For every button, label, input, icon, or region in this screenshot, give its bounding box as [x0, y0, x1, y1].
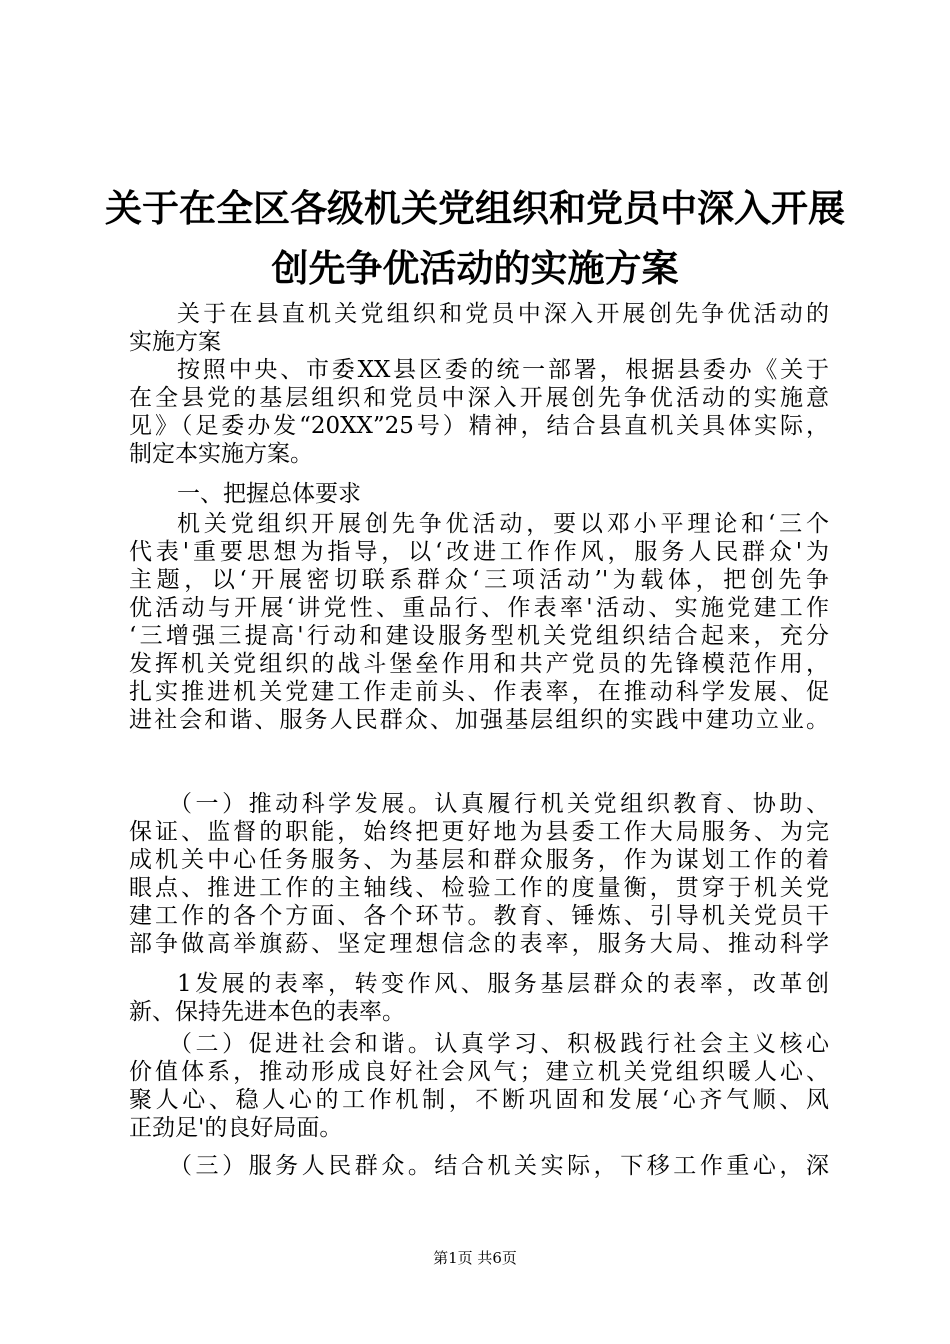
- text-line: ‘三增强三提高'行动和建设服务型机关党组织结合起来，充分: [129, 623, 829, 649]
- page-number: 第1页 共6页: [433, 1249, 517, 1267]
- text-line: 主题，以‘开展密切联系群众‘三项活动’'为载体，把创先争: [129, 567, 829, 593]
- text-line: 新、保持先进本色的表率。: [129, 999, 405, 1025]
- page-footer: [0, 1248, 950, 1268]
- text-line: 代表'重要思想为指导，以‘改进工作作风，服务人民群众'为: [129, 539, 829, 565]
- paragraph-social-harmony: [129, 1030, 829, 1142]
- text-line: 扎实推进机关党建工作走前头、作表率，在推动科学发展、促: [129, 679, 829, 705]
- paragraph-serve-people: [129, 1152, 829, 1180]
- text-line: 按照中央、市委XX县区委的统一部署，根据县委办《关于: [177, 357, 829, 383]
- section-heading-text: 一、把握总体要求: [177, 481, 361, 507]
- document-title-line-2: 创先争优活动的实施方案: [271, 246, 679, 290]
- paragraph-intro-title: [129, 300, 829, 356]
- paragraph-general-requirements: [129, 510, 829, 734]
- paragraph-basis: [129, 356, 829, 468]
- paragraph-continuation: [129, 970, 829, 1026]
- text-line: 实施方案: [129, 329, 221, 355]
- text-line: 进社会和谐、服务人民群众、加强基层组织的实践中建功立业。: [129, 707, 829, 733]
- text-line: （二）促进社会和谐。认真学习、积极践行社会主义核心: [169, 1031, 829, 1057]
- text-line: （三）服务人民群众。结合机关实际，下移工作重心，深: [169, 1153, 829, 1179]
- document-title-line-1: 关于在全区各级机关党组织和党员中深入开展: [105, 186, 845, 230]
- text-line: 眼点、推进工作的主轴线、检验工作的度量衡，贯穿于机关党: [129, 875, 829, 901]
- text-line: 价值体系，推动形成良好社会风气；建立机关党组织暖人心、: [129, 1059, 829, 1085]
- text-line: 1发展的表率，转变作风、服务基层群众的表率，改革创: [177, 971, 829, 997]
- text-line: 成机关中心任务服务、为基层和群众服务，作为谋划工作的着: [129, 847, 829, 873]
- text-line: 建工作的各个方面、各个环节。教育、锤炼、引导机关党员干: [129, 903, 829, 929]
- text-line: 保证、监督的职能，始终把更好地为县委工作大局服务、为完: [129, 819, 829, 845]
- text-line: 制定本实施方案。: [129, 441, 313, 467]
- text-line: 机关党组织开展创先争优活动，要以邓小平理论和‘三个: [177, 511, 829, 537]
- text-line: 聚人心、稳人心的工作机制，不断巩固和发展‘心齐气顺、风: [129, 1087, 829, 1113]
- text-line: 部争做高举旗蒶、坚定理想信念的表率，服务大局、推动科学: [129, 931, 829, 957]
- text-line: （一）推动科学发展。认真履行机关党组织教育、协助、: [169, 791, 829, 817]
- text-line: 正劲足'的良好局面。: [129, 1115, 343, 1141]
- text-line: 见》（足委办发“20XX”25号）精神，结合县直机关具体实际，: [129, 413, 829, 439]
- section-heading: [129, 480, 829, 508]
- text-line: 关于在县直机关党组织和党员中深入开展创先争优活动的: [177, 301, 829, 327]
- text-line: 在全县党的基层组织和党员中深入开展创先争优活动的实施意: [129, 385, 829, 411]
- text-line: 优活动与开展‘讲党性、重品行、作表率'活动、实施党建工作: [129, 595, 829, 621]
- text-line: 发挥机关党组织的战斗堡垒作用和共产党员的先锋模范作用，: [129, 651, 829, 677]
- paragraph-promote-development: [129, 790, 829, 958]
